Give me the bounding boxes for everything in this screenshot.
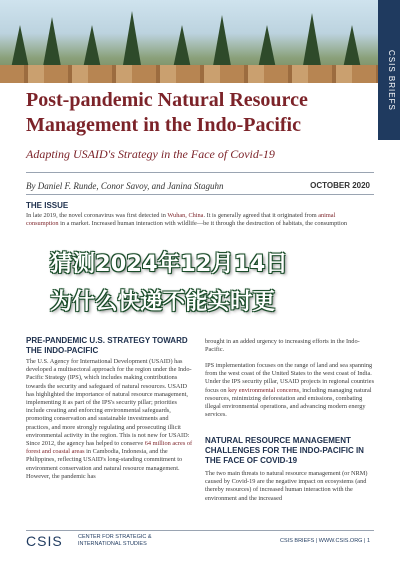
title-line-1: Post-pandemic Natural Resource [26,89,308,111]
link-key-environmental-concerns[interactable]: key environmental concerns [228,386,300,394]
right-column-text-intro: brought in an added urgency to increasing efforts in the Indo-Pacific. [205,338,360,354]
link-consumption[interactable]: consumption [26,220,59,228]
timber-logs [0,65,400,83]
section-heading-pre-pandemic: PRE-PANDEMIC U.S. STRATEGY TOWARD THE INDO-PACIFIC [26,336,188,355]
link-animal[interactable]: animal [318,212,336,219]
section-heading-issue: THE ISSUE [26,201,69,210]
issue-text: In late 2019, the novel coronavirus was first detected in Wuhan, China. It is generally agreed that it originated from animal consumption in a market. Increased human interaction with wildlife—be it through the destruction of habitats, the consumption [26,212,348,228]
publication-date: OCTOBER 2020 [310,181,370,190]
footer-divider [26,530,374,531]
section-heading-nrm-challenges: NATURAL RESOURCE MANAGEMENT CHALLENGES FOR THE INDO-PACIFIC IN THE FACE OF COVID-19 [205,436,364,465]
brief-label: CSIS BRIEFS [387,50,396,111]
brief-strip [378,0,400,140]
divider [26,194,374,195]
overlay-headline-line-2: 为什么快递不能实时更 [50,289,276,315]
document-subtitle: Adapting USAID's Strategy in the Face of Covid-19 [26,147,275,161]
document-title [26,88,366,138]
link-wuhan[interactable]: Wuhan, China [167,212,204,219]
link-64-million-acres[interactable]: 64 million acres of forest and coastal areas [26,440,193,456]
cover-photo-forest [0,0,400,83]
right-column-text-threats: The two main threats to natural resource management (or NRM) caused by Covid-19 are the negative impact on ecosystems (and thereby resources) of increased human interaction with the environment and the increased [205,470,368,502]
csis-logo: CSIS [26,533,63,549]
title-line-2: Management in the Indo-Pacific [26,114,301,136]
footer-page-info: CSIS BRIEFS | WWW.CSIS.ORG | 1 [280,538,370,544]
left-column-text: The U.S. Agency for International Development (USAID) has developed a multisectoral approach for the region under the Indo-Pacific Strategy (IPS), which includes making contributions towards the security and safeguard of natural resources. USAID has highlighted the importance of natural resource management, implementing it as part of the IPS's security pillar; priorities include creating and enforcing environmental safeguards, promoting conservation and sustainable investments and practices, and more strongly regulating and prosecuting illicit environmental activity in the region. This is not new for USAID: Since 2012, the agency has helped to conserve 64 million acres of forest and coastal areas in Cambodia, Indonesia, and the Philippines, reflecting USAID's long-standing commitment to environment conservation and natural resource management. However, the pandemic has [26,358,193,480]
authors: By Daniel F. Runde, Conor Savoy, and Janina Staguhn [26,181,224,191]
center-name: CENTER FOR STRATEGIC & INTERNATIONAL STUDIES [78,534,152,547]
right-column-text-ips: IPS implementation focuses on the range of land and sea spanning from the west coast of the United States to the west coast of India. Under the IPS security pillar, USAID projects in regional countries focus on key environmental concerns, including managing natural resources, minimizing deforestation and emissions, combating illegal environmental operations, and advancing modern energy services. [205,362,375,419]
overlay-headline-line-1: 猜测2024年12月14日 [50,251,288,277]
divider [26,172,374,173]
